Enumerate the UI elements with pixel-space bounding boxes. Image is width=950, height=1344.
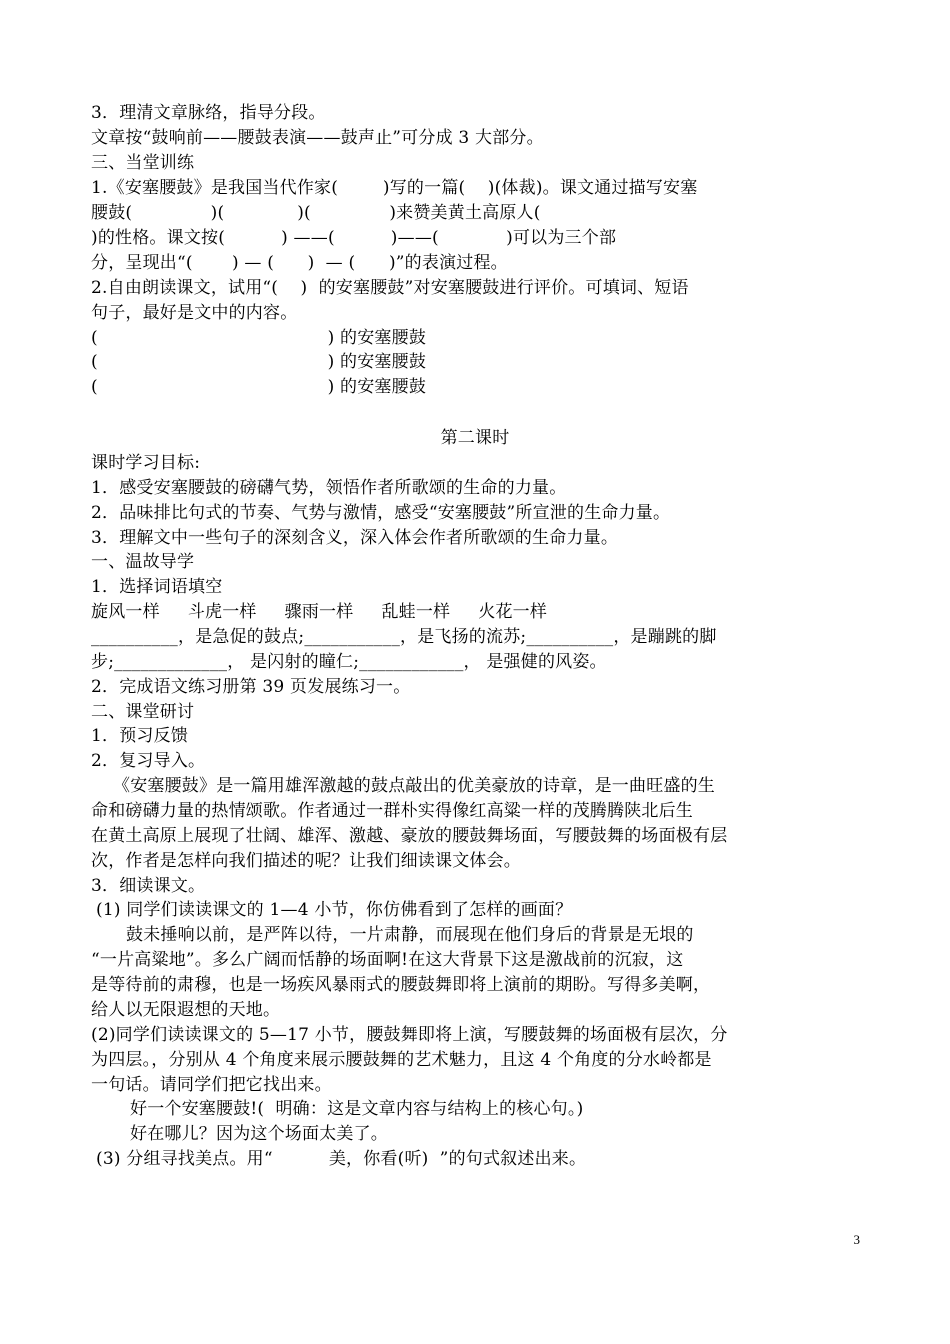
exercise-1-line: )的性格。课文按( ) ——( )——( )可以为三个部	[91, 228, 617, 248]
question-line: (2)同学们读读课文的 5—17 小节，腰鼓舞即将上演，写腰鼓舞的场面极有层次，分	[91, 1025, 728, 1045]
objective-item: 1．感受安塞腰鼓的磅礴气势，领悟作者所歌颂的生命的力量。	[91, 478, 567, 498]
paragraph-line: 次，作者是怎样向我们描述的呢？让我们细读课文体会。	[91, 851, 521, 871]
paragraph-line: 是等待前的肃穆，也是一场疾风暴雨式的腰鼓舞即将上演前的期盼。写得多美啊，	[91, 975, 711, 995]
objective-item: 3．理解文中一些句子的深刻含义，深入体会作者所歌颂的生命力量。	[91, 528, 619, 548]
question-line: 一句话。请同学们把它找出来。	[91, 1075, 332, 1095]
paragraph-line: 给人以无限遐想的天地。	[91, 1000, 281, 1020]
word-bank: 旋风一样 斗虎一样 骤雨一样 乱蛙一样 火花一样	[91, 602, 548, 622]
objectives-heading: 课时学习目标:	[91, 453, 201, 473]
question-line: (1) 同学们读读课文的 1—4 小节，你仿佛看到了怎样的画面？	[96, 900, 573, 920]
section-heading-review: 一、温故导学	[91, 552, 195, 572]
page-number: 3	[853, 1232, 860, 1247]
exercise-2-line: 句子，最好是文中的内容。	[91, 303, 298, 323]
fill-blank-line: __________，是急促的鼓点;___________，是飞扬的流苏;__________，是蹦跳的脚	[91, 627, 717, 647]
exercise-2-line: 2.自由朗读课文，试用“( ) 的安塞腰鼓”对安塞腰鼓进行评价。可填词、短语	[91, 278, 689, 298]
paragraph-line: 《安塞腰鼓》是一篇用雄浑激越的鼓点敲出的优美豪放的诗章，是一曲旺盛的生	[113, 776, 715, 796]
exercise-1-line: 分，呈现出“( ) — ( ) — ( )”的表演过程。	[91, 253, 508, 273]
paragraph-line: 在黄土高原上展现了壮阔、雄浑、激越、豪放的腰鼓舞场面，写腰鼓舞的场面极有层	[91, 826, 728, 846]
section-heading-study: 二、课堂研讨	[91, 702, 195, 722]
paragraph-line: 文章按“鼓响前——腰鼓表演——鼓声止”可分成 3 大部分。	[91, 128, 544, 148]
paragraph-line: 好在哪儿？因为这个场面太美了。	[130, 1124, 388, 1144]
question-line: (3) 分组寻找美点。用“ 美，你看(听) ”的句式叙述出来。	[96, 1149, 587, 1169]
task-item: 2．完成语文练习册第 39 页发展练习一。	[91, 677, 411, 697]
paragraph-line: 鼓未捶响以前，是严阵以待，一片肃静，而展现在他们身后的背景是无垠的	[126, 925, 694, 945]
task-item: 1．预习反馈	[91, 726, 189, 746]
paragraph-line: “一片高粱地”。多么广阔而恬静的场面啊!在这大背景下这是激战前的沉寂，这	[91, 950, 684, 970]
lesson-title: 第二课时	[440, 428, 510, 448]
section-heading-practice: 三、当堂训练	[91, 153, 195, 173]
fill-blank-line: ( ) 的安塞腰鼓	[91, 352, 427, 372]
paragraph-line: 命和磅礴力量的热情颂歌。作者通过一群朴实得像红高粱一样的茂腾腾陕北后生	[91, 801, 693, 821]
fill-blank-line: 步;_____________， 是闪射的瞳仁;____________， 是强健的风姿。	[91, 652, 607, 672]
step-3-heading: 3．理清文章脉络，指导分段。	[91, 103, 326, 123]
objective-item: 2．品味排比句式的节奏、气势与激情，感受“安塞腰鼓”所宣泄的生命力量。	[91, 503, 671, 523]
exercise-1-line: 1.《安塞腰鼓》是我国当代作家( )写的一篇( )(体裁)。课文通过描写安塞	[91, 178, 698, 198]
task-item: 2．复习导入。	[91, 751, 206, 771]
fill-blank-line: ( ) 的安塞腰鼓	[91, 328, 427, 348]
fill-blank-line: ( ) 的安塞腰鼓	[91, 377, 427, 397]
paragraph-line: 好一个安塞腰鼓!( 明确：这是文章内容与结构上的核心句。)	[130, 1099, 584, 1119]
task-heading: 1．选择词语填空	[91, 577, 223, 597]
question-line: 为四层。，分别从 4 个角度来展示腰鼓舞的艺术魅力，且这 4 个角度的分水岭都是	[91, 1050, 712, 1070]
task-item: 3．细读课文。	[91, 876, 206, 896]
exercise-1-line: 腰鼓( )( )( )来赞美黄土高原人(	[91, 203, 541, 223]
